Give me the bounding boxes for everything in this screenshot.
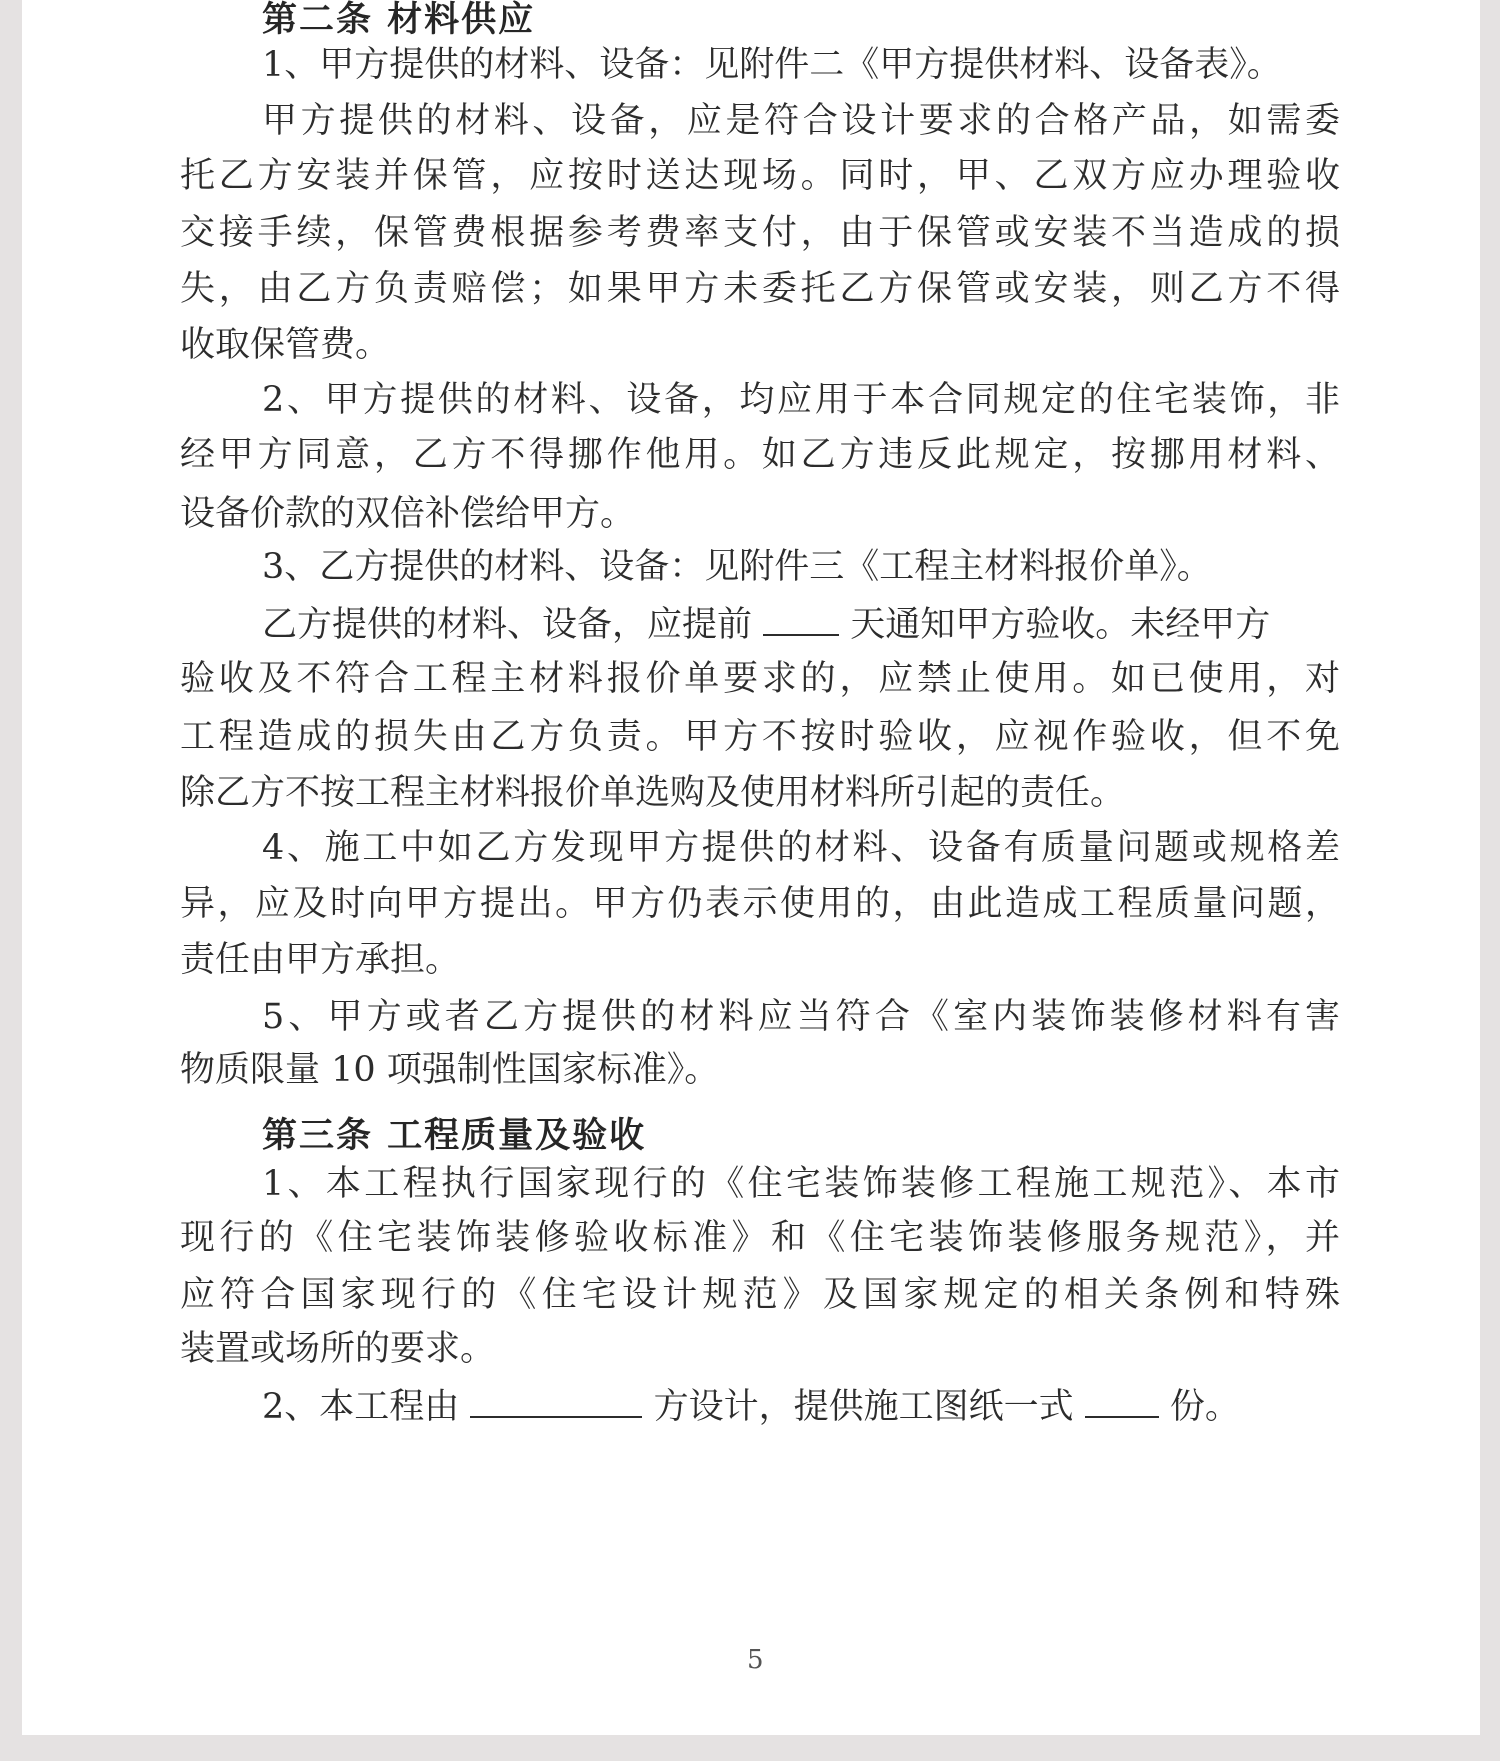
design-text-suffix: 份。 [1169,1387,1240,1427]
text-line: 1、本工程执行国家现行的《住宅装饰装修工程施工规范》、本市 [262,1164,1340,1204]
page-number: 5 [747,1645,764,1675]
text-line: 责任由甲方承担。 [180,940,461,980]
text-line: 收取保管费。 [180,325,391,365]
text-line: 甲方提供的材料、设备，应是符合设计要求的合格产品，如需委 [262,101,1340,141]
text-line: 托乙方安装并保管，应按时送达现场。同时，甲、乙双方应办理验收 [180,156,1340,196]
text-line: 装置或场所的要求。 [180,1329,496,1369]
text-line: 3、乙方提供的材料、设备：见附件三《工程主材料报价单》。 [262,547,1212,587]
text-line: 4、施工中如乙方发现甲方提供的材料、设备有质量问题或规格差 [262,828,1340,868]
text-line: 设备价款的双倍补偿给甲方。 [180,494,636,534]
text-line: 应符合国家现行的《住宅设计规范》及国家规定的相关条例和特殊 [180,1275,1340,1315]
text-line: 失，由乙方负责赔偿；如果甲方未委托乙方保管或安装，则乙方不得 [180,269,1340,309]
text-line: 1、甲方提供的材料、设备：见附件二《甲方提供材料、设备表》。 [262,45,1282,85]
document-page [22,0,1480,1735]
text-line: 现行的《住宅装饰装修验收标准》和《住宅装饰装修服务规范》，并 [180,1218,1340,1258]
text-line: 验收及不符合工程主材料报价单要求的，应禁止使用。如已使用，对 [180,659,1340,699]
notice-line [262,605,1271,645]
copies-blank [1085,1390,1159,1418]
design-text-middle: 方设计，提供施工图纸一式 [653,1387,1074,1427]
notice-days-blank [763,608,839,636]
text-line: 异，应及时向甲方提出。甲方仍表示使用的，由此造成工程质量问题， [180,884,1340,924]
text-line: 工程造成的损失由乙方负责。甲方不按时验收，应视作验收，但不免 [180,717,1340,757]
article-3-heading: 第三条 工程质量及验收 [262,1116,647,1156]
notice-text-after: 天通知甲方验收。未经甲方 [850,605,1271,645]
text-line: 除乙方不按工程主材料报价单选购及使用材料所引起的责任。 [180,773,1126,813]
article-2-heading: 第二条 材料供应 [262,0,536,40]
designer-blank [470,1390,642,1418]
text-line: 5、甲方或者乙方提供的材料应当符合《室内装饰装修材料有害 [262,997,1340,1037]
text-line: 经甲方同意，乙方不得挪作他用。如乙方违反此规定，按挪用材料、 [180,435,1340,475]
design-line [262,1387,1240,1427]
design-text-prefix: 2、本工程由 [262,1387,460,1427]
text-line: 交接手续，保管费根据参考费率支付，由于保管或安装不当造成的损 [180,213,1340,253]
notice-text-before: 乙方提供的材料、设备，应提前 [262,605,753,645]
text-line: 物质限量 10 项强制性国家标准》。 [180,1050,720,1090]
text-line: 2、甲方提供的材料、设备，均应用于本合同规定的住宅装饰，非 [262,380,1340,420]
